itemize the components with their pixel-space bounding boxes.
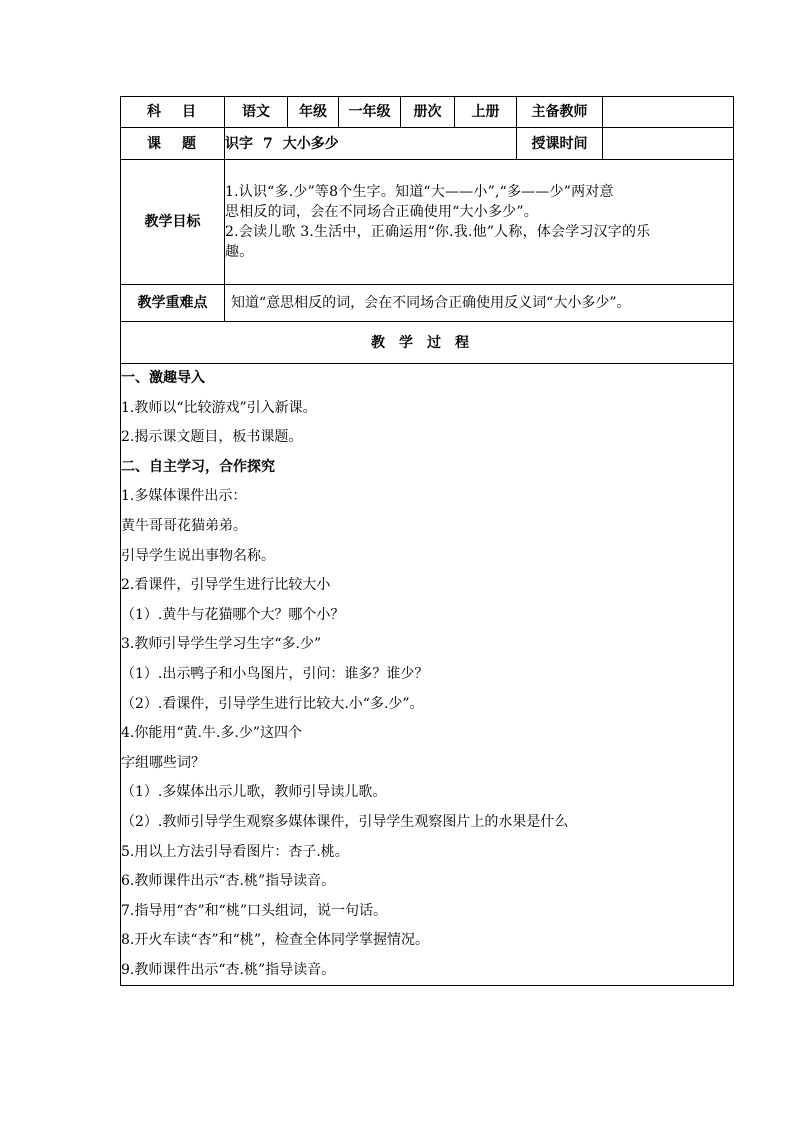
goal-line: 1.认识“多.少”等8个生字。知道“大——小”,“多——少”两对意	[225, 184, 614, 200]
process-steps	[121, 364, 733, 985]
process-step: 3.教师引导学生学习生字“多.少”	[121, 636, 322, 653]
process-step: （2）.教师引导学生观察多媒体课件，引导学生观察图片上的水果是什么	[121, 813, 569, 830]
process-step: 7.指导用“杏”和“桃”口头组词，说一句话。	[121, 902, 387, 919]
process-step: 引导学生说出事物名称。	[121, 547, 275, 564]
process-step: 1.多媒体课件出示：	[121, 488, 247, 505]
header-row	[121, 97, 734, 128]
time-value[interactable]	[603, 128, 734, 160]
topic-label-cell: 课 题	[121, 128, 225, 160]
process-step: （1）.黄牛与花猫哪个大？哪个小？	[121, 606, 345, 623]
process-title: 教学过程	[121, 322, 734, 364]
process-section-heading: 一、激趣导入	[121, 370, 205, 386]
process-step: 1.教师以“比较游戏”引入新课。	[121, 399, 317, 416]
subject-label-cell: 科 目	[121, 97, 225, 128]
process-row	[121, 364, 734, 986]
process-content	[121, 364, 734, 986]
process-step: （2）.看课件，引导学生进行比较大.小“多.少”。	[121, 695, 424, 712]
process-step: 2.揭示课文题目，板书课题。	[121, 429, 303, 446]
volume-label: 册次	[401, 97, 455, 128]
topic-value: 识字 7 大小多少	[225, 128, 517, 160]
teacher-value[interactable]	[603, 97, 734, 128]
process-step: 4.你能用“黄.牛.多.少”这四个	[121, 725, 303, 742]
goals-content	[225, 160, 734, 285]
goal-line: 思相反的词，会在不同场合正确使用“大小多少”。	[225, 204, 538, 220]
topic-row	[121, 128, 734, 160]
goal-line: 2.会读儿歌 3.生活中，正确运用“你.我.他”人称，体会学习汉字的乐	[225, 224, 651, 240]
goals-row	[121, 160, 734, 285]
process-step: 2.看课件，引导学生进行比较大小	[121, 577, 331, 594]
teacher-label: 主备教师	[517, 97, 603, 128]
goal-line: 趣。	[225, 244, 254, 260]
process-step: （1）.多媒体出示儿歌，教师引导读儿歌。	[121, 784, 387, 801]
process-step: 6.教师课件出示“杏.桃”指导读音。	[121, 873, 336, 890]
process-step: 5.用以上方法引导看图片：杏子.桃。	[121, 843, 349, 860]
grade-label: 年级	[288, 97, 339, 128]
process-step: 黄牛哥哥花猫弟弟。	[121, 517, 247, 534]
process-title-row	[121, 322, 734, 364]
subject-value: 语文	[225, 97, 288, 128]
process-step: 字组哪些词？	[121, 754, 205, 771]
grade-value: 一年级	[339, 97, 401, 128]
key-points-label: 教学重难点	[121, 285, 225, 322]
goals-label: 教学目标	[121, 160, 225, 285]
key-points-row	[121, 285, 734, 322]
process-step: 8.开火车读“杏”和“桃”，检查全体同学掌握情况。	[121, 932, 429, 949]
time-label: 授课时间	[517, 128, 603, 160]
volume-value: 上册	[455, 97, 517, 128]
key-points-content: 知道“意思相反的词，会在不同场合正确使用反义词“大小多少”。	[225, 285, 734, 322]
lesson-plan-table	[120, 96, 734, 986]
process-section-heading: 二、自主学习，合作探究	[121, 458, 275, 475]
process-step: （1）.出示鸭子和小鸟图片，引问：谁多？谁少？	[121, 665, 429, 682]
process-step: 9.教师课件出示“杏.桃”指导读音。	[121, 961, 336, 978]
